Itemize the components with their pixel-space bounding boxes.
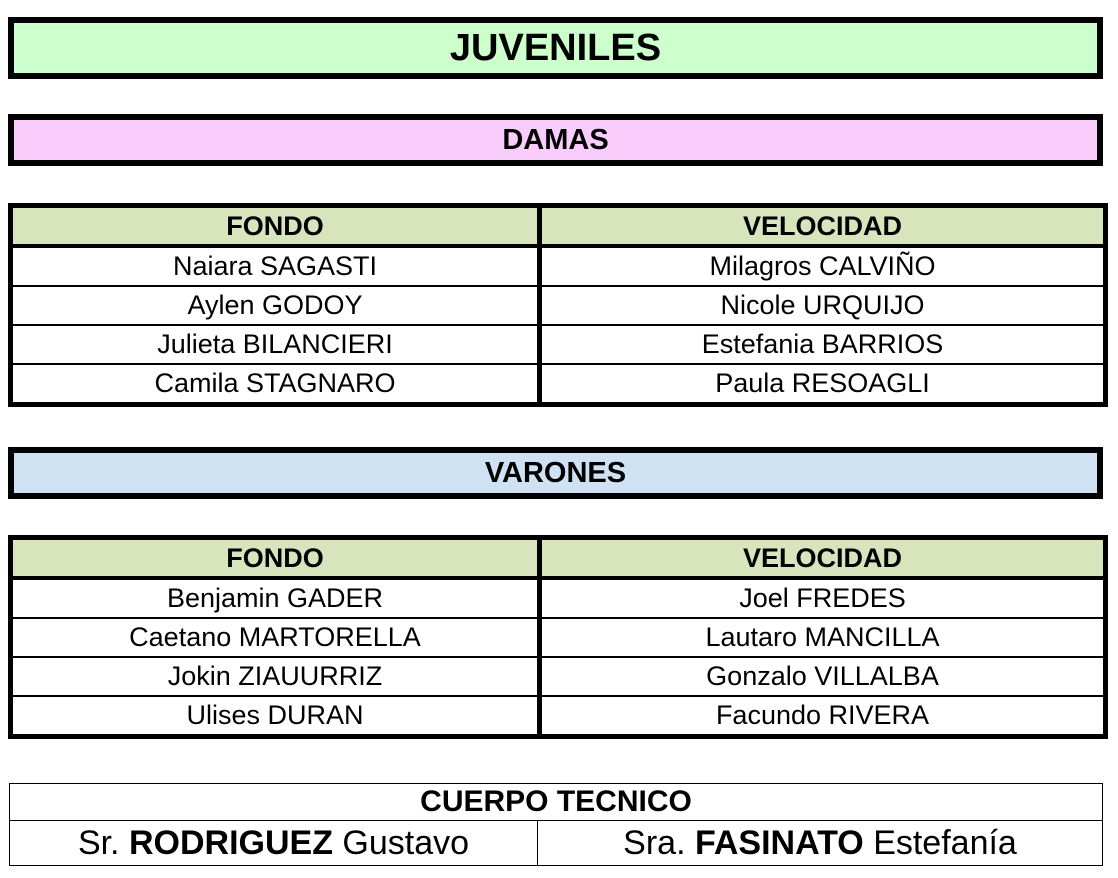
staff-given-name: Estefanía <box>873 823 1017 862</box>
varones-roster-table <box>8 535 1108 739</box>
table-row <box>11 325 1106 364</box>
staff-given-name: Gustavo <box>342 823 470 862</box>
staff-prefix: Sra. <box>623 823 686 862</box>
staff-prefix: Sr. <box>77 823 120 862</box>
fondo-athlete: Aylen GODOY <box>11 286 540 325</box>
fondo-athlete: Camila STAGNARO <box>11 364 540 405</box>
table-row <box>11 696 1106 737</box>
fondo-athlete: Caetano MARTORELLA <box>11 618 540 657</box>
table-header-row <box>11 206 1106 247</box>
fondo-athlete: Jokin ZIAUURRIZ <box>11 657 540 696</box>
table-row <box>11 246 1106 286</box>
column-header-velocidad: VELOCIDAD <box>540 206 1106 247</box>
column-header-fondo: FONDO <box>11 538 540 579</box>
table-row <box>11 618 1106 657</box>
column-header-fondo: FONDO <box>11 206 540 247</box>
section-heading-damas: DAMAS <box>8 114 1103 166</box>
staff-surname: RODRIGUEZ <box>128 823 333 862</box>
column-header-velocidad: VELOCIDAD <box>540 538 1106 579</box>
section-heading-varones: VARONES <box>8 447 1103 499</box>
fondo-athlete: Benjamin GADER <box>11 578 540 618</box>
velocidad-athlete: Nicole URQUIJO <box>540 286 1106 325</box>
velocidad-athlete: Facundo RIVERA <box>540 696 1106 737</box>
velocidad-athlete: Milagros CALVIÑO <box>540 246 1106 286</box>
staff-member <box>10 821 538 866</box>
table-header-row <box>11 538 1106 579</box>
table-row <box>11 364 1106 405</box>
page-title: JUVENILES <box>8 17 1103 79</box>
table-row <box>11 578 1106 618</box>
table-row <box>11 657 1106 696</box>
velocidad-athlete: Paula RESOAGLI <box>540 364 1106 405</box>
velocidad-athlete: Joel FREDES <box>540 578 1106 618</box>
velocidad-athlete: Estefania BARRIOS <box>540 325 1106 364</box>
fondo-athlete: Julieta BILANCIERI <box>11 325 540 364</box>
velocidad-athlete: Gonzalo VILLALBA <box>540 657 1106 696</box>
table-row <box>11 286 1106 325</box>
staff-surname: FASINATO <box>694 823 864 862</box>
fondo-athlete: Ulises DURAN <box>11 696 540 737</box>
cuerpo-tecnico-heading: CUERPO TECNICO <box>10 784 1103 821</box>
fondo-athlete: Naiara SAGASTI <box>11 246 540 286</box>
velocidad-athlete: Lautaro MANCILLA <box>540 618 1106 657</box>
cuerpo-tecnico-table <box>9 783 1103 866</box>
staff-member <box>538 821 1103 866</box>
damas-roster-table <box>8 203 1108 407</box>
